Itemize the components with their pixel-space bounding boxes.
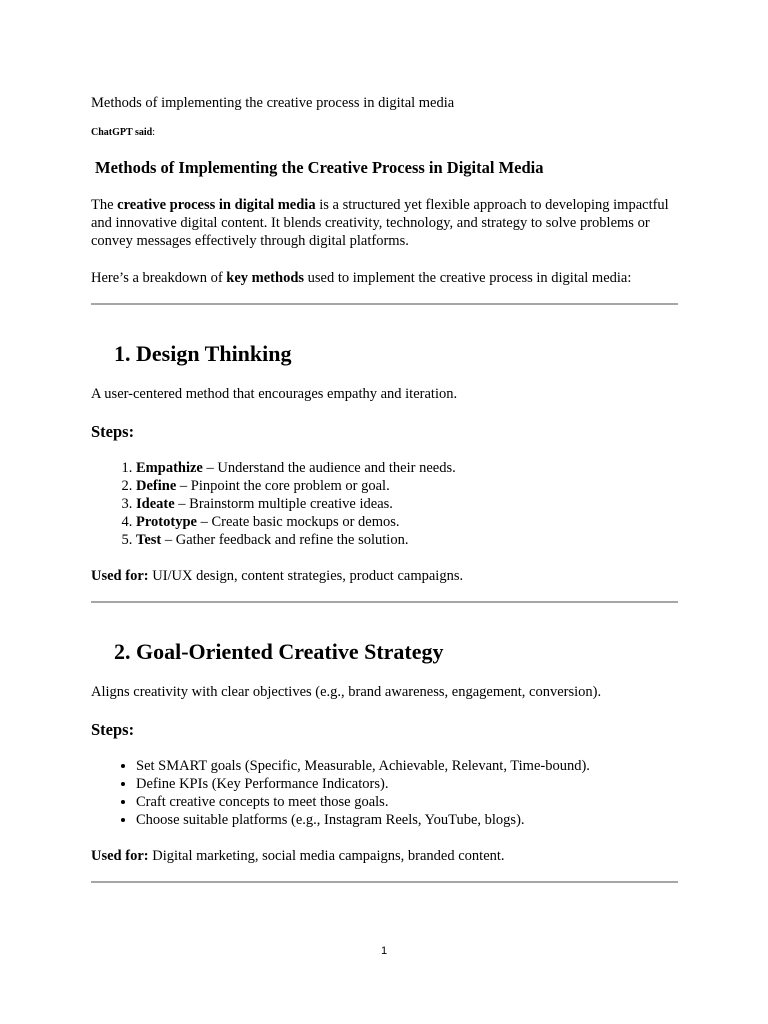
list-item: • Choose suitable platforms (e.g., Instagram Reels, YouTube, blogs). xyxy=(136,811,696,829)
list-item xyxy=(136,495,696,513)
chatgpt-said-name: ChatGPT said xyxy=(91,127,153,138)
breakdown-bold: key methods xyxy=(226,270,305,286)
list-item xyxy=(136,477,696,495)
steps-heading: Steps: xyxy=(91,720,135,739)
step-term: Test xyxy=(136,532,162,548)
list-item: • Set SMART goals (Specific, Measurable, Achievable, Relevant, Time-bound). xyxy=(136,757,696,775)
step-text: – Pinpoint the core problem or goal. xyxy=(176,478,390,494)
breakdown-text-1: Here’s a breakdown of xyxy=(91,270,227,286)
horizontal-rule xyxy=(91,881,678,883)
step-term: Empathize xyxy=(136,460,203,476)
intro-text-2: is a structured yet flexible approach to developing impactful and innovative digital content. It blends creativity, technology, and strategy to solve problems or convey messages effectively through digital platforms. xyxy=(91,197,669,249)
goal-strategy-steps-list xyxy=(91,757,696,829)
intro-text-1: The xyxy=(91,197,118,213)
list-item xyxy=(136,513,696,531)
section-title-design-thinking: 1. Design Thinking xyxy=(114,341,292,366)
step-term: Ideate xyxy=(136,496,175,512)
section-title-goal-oriented-strategy: 2. Goal-Oriented Creative Strategy xyxy=(114,639,444,664)
used-for-paragraph xyxy=(91,847,681,865)
list-item xyxy=(136,459,696,477)
prompt-text: Methods of implementing the creative process in digital media xyxy=(91,95,455,111)
chatgpt-said-colon: : xyxy=(152,127,156,138)
chatgpt-said-label xyxy=(91,127,681,139)
used-for-paragraph xyxy=(91,567,681,585)
section-description: Aligns creativity with clear objectives (e.g., brand awareness, engagement, conversion). xyxy=(91,684,602,700)
step-text: – Understand the audience and their needs. xyxy=(202,460,456,476)
horizontal-rule xyxy=(91,601,678,603)
horizontal-rule xyxy=(91,303,678,305)
step-term: Prototype xyxy=(136,514,197,530)
used-for-text: Digital marketing, social media campaigns, branded content. xyxy=(148,848,505,864)
page-number: 1 xyxy=(380,945,388,957)
list-item xyxy=(136,531,696,549)
breakdown-paragraph xyxy=(91,269,681,287)
list-item: • Craft creative concepts to meet those goals. xyxy=(136,793,696,811)
used-for-label: Used for: xyxy=(91,848,149,864)
list-item: • Define KPIs (Key Performance Indicators). xyxy=(136,775,696,793)
used-for-label: Used for: xyxy=(91,568,149,584)
intro-paragraph xyxy=(91,196,681,250)
section-description: A user-centered method that encourages empathy and iteration. xyxy=(91,386,458,402)
step-text: – Create basic mockups or demos. xyxy=(196,514,400,530)
steps-heading: Steps: xyxy=(91,422,135,441)
design-thinking-steps-list xyxy=(91,459,696,549)
step-text: – Gather feedback and refine the solution. xyxy=(161,532,409,548)
main-heading: Methods of Implementing the Creative Process in Digital Media xyxy=(95,158,544,177)
intro-bold-term: creative process in digital media xyxy=(117,197,316,213)
step-term: Define xyxy=(136,478,177,494)
step-text: – Brainstorm multiple creative ideas. xyxy=(174,496,393,512)
breakdown-text-2: used to implement the creative process in digital media: xyxy=(304,270,632,286)
used-for-text: UI/UX design, content strategies, product campaigns. xyxy=(148,568,464,584)
